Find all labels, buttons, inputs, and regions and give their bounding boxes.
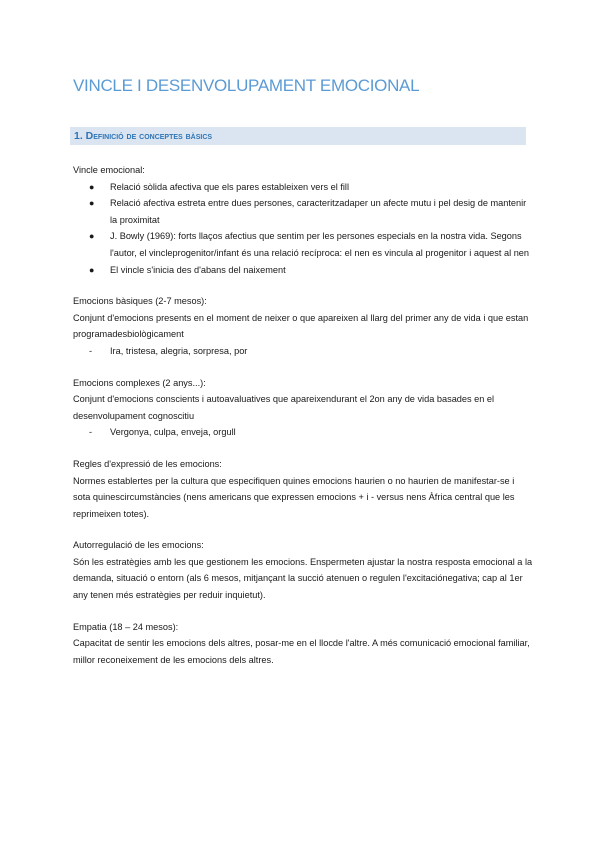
block-complexes <box>73 375 533 441</box>
bullet-icon: ● <box>89 231 95 242</box>
list-item: ● Relació afectiva estreta entre dues persones, caracteritzadaper un afecte mutu i pel desig de mantenir la proximitat <box>73 195 533 228</box>
list-item: - Vergonya, culpa, enveja, orgull <box>73 424 533 441</box>
heading-vincle: Vincle emocional: <box>73 165 145 175</box>
dash-list-complexes <box>73 424 533 441</box>
list-item: ● Relació sòlida afectiva que els pares estableixen vers el fill <box>73 179 533 196</box>
dash-list-basiques <box>73 343 533 360</box>
text-basiques: Conjunt d'emocions presents en el moment de neixer o que apareixen al llarg del primer any de vida i que estan programadesbiològicament <box>73 312 529 340</box>
text-regles: Normes establertes per la cultura que especifiquen quines emocions haurien o no haurien de manifestar-se i sota quinescircumstàncies (nens americans que expressen emocions + i - versus nens Àfrica central que les reprimeixen totes). <box>73 475 515 519</box>
heading-regles: Regles d'expressió de les emocions: <box>73 458 222 469</box>
list-item: ● J. Bowly (1969): forts llaços afectius que sentim per les persones especials en la nostra vida. Segons l'autor, el vincleprogenitor/infant és una relació recíproca: el nen es vincula al progenitor i aquest al nen <box>73 228 533 261</box>
dash-icon: - <box>89 345 93 356</box>
list-item: ● El vincle s'inicia des d'abans del naixement <box>73 262 533 279</box>
block-autoregulacio <box>73 537 533 603</box>
text-autoregulacio: Són les estratègies amb les que gestionem les emocions. Enspermeten ajustar la nostra resposta emocional a la demanda, situació o entorn (als 6 mesos, mitjançant la succió atenuen o regulen l'excitaciónegativa; cap al 1er any tenen més estratègies per reduir inquietut). <box>73 556 533 601</box>
heading-autoregulacio: Autorregulació de les emocions: <box>73 540 204 551</box>
text-complexes: Conjunt d'emocions conscients i autoavaluatives que apareixendurant el 2on any de vida basades en el desenvolupament cognoscitiu <box>73 394 495 421</box>
dash-icon: - <box>89 427 93 438</box>
page-title: VINCLE I DESENVOLUPAMENT EMOCIONAL <box>73 76 420 95</box>
heading-empatia: Empatia (18 – 24 mesos): <box>73 621 179 632</box>
document-body <box>73 162 533 683</box>
bullet-icon: ● <box>89 264 95 275</box>
heading-basiques: Emocions bàsiques (2-7 mesos): <box>73 296 207 307</box>
list-item: - Ira, tristesa, alegria, sorpresa, por <box>73 343 533 360</box>
bullet-list-vincle <box>73 179 533 279</box>
block-vincle <box>73 162 533 278</box>
block-regles <box>73 456 533 522</box>
block-basiques <box>73 293 533 359</box>
bullet-icon: ● <box>89 181 95 192</box>
text-empatia: Capacitat de sentir les emocions dels altres, posar-me en el llocde l'altre. A més comunicació emocional familiar, millor reconeixement de les emocions dels altres. <box>73 638 530 665</box>
bullet-icon: ● <box>89 198 95 209</box>
heading-complexes: Emocions complexes (2 anys...): <box>73 377 206 388</box>
section-title: 1. Definició de conceptes bàsics <box>74 130 213 142</box>
block-empatia <box>73 619 533 669</box>
